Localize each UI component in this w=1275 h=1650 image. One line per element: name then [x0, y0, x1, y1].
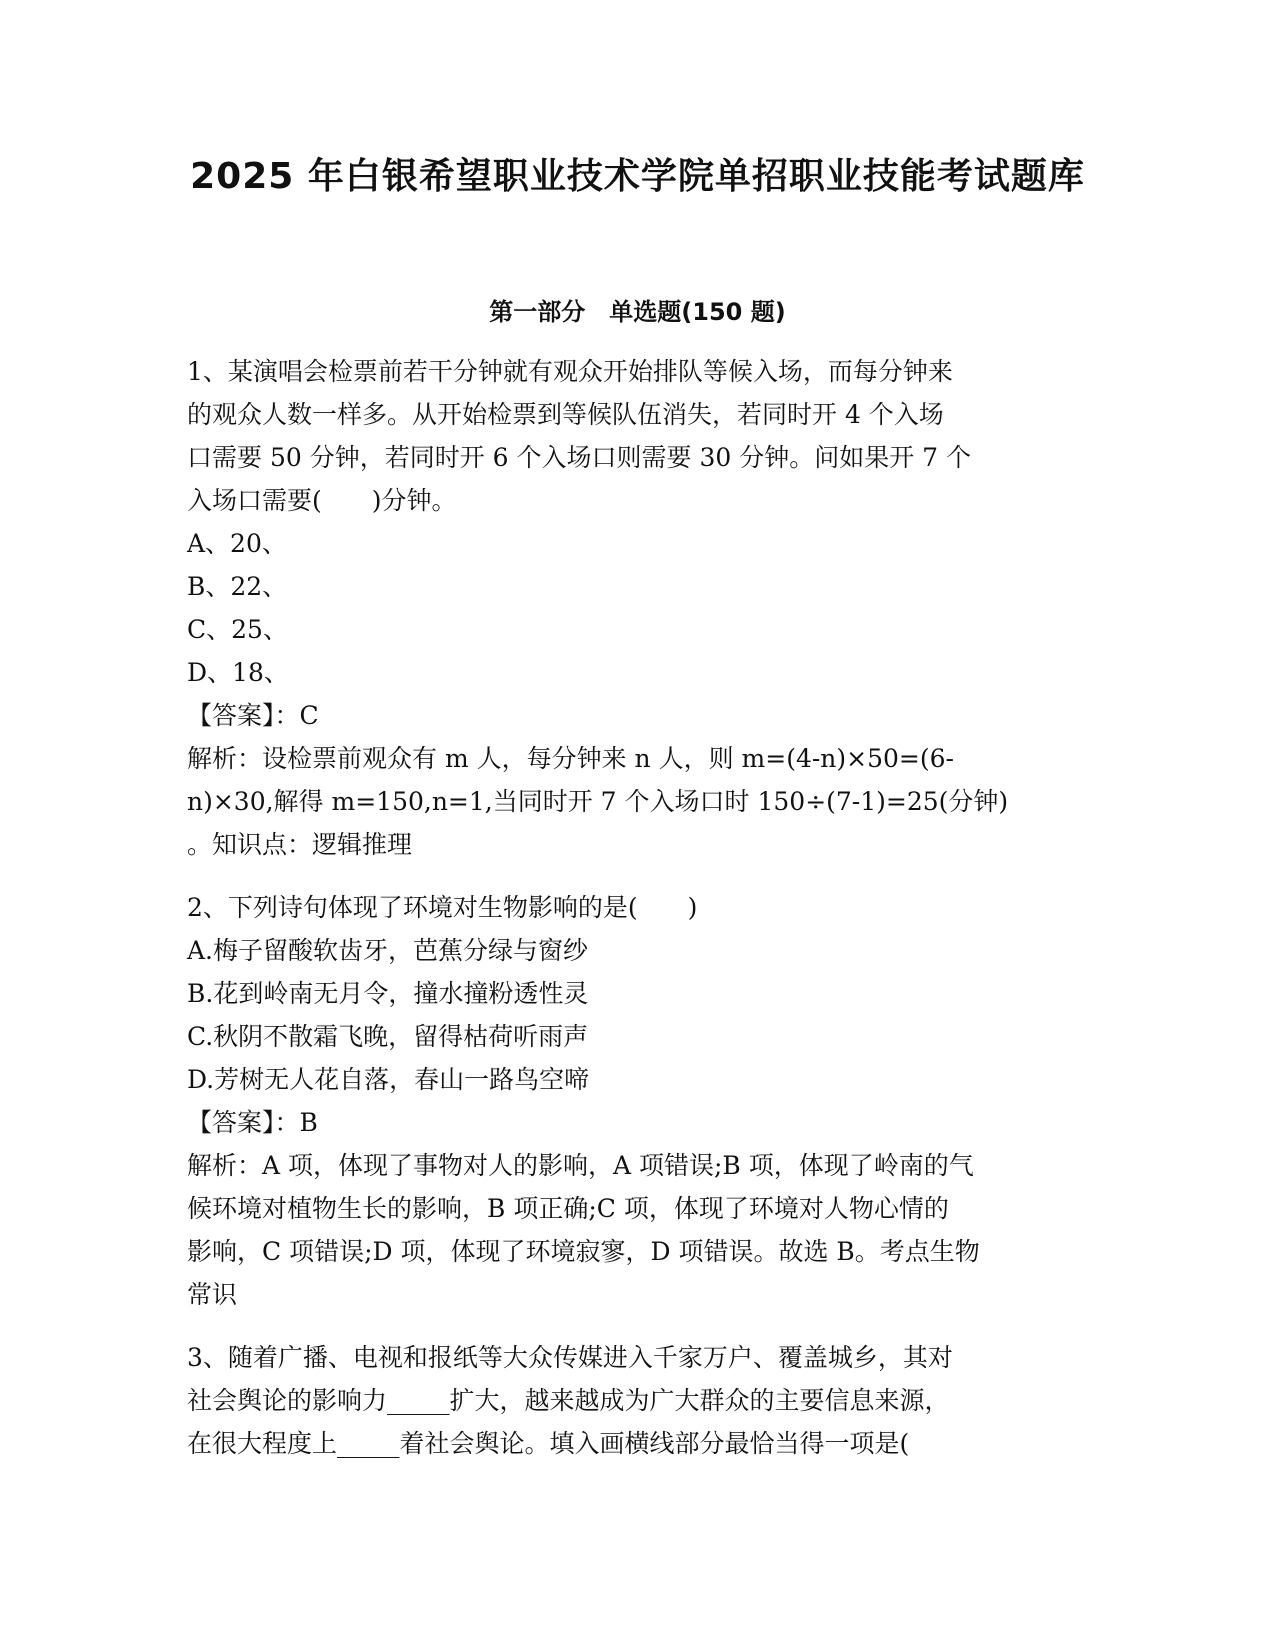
question-1-analysis-line: n)×30,解得 m=150,n=1,当同时开 7 个入场口时 150÷(7-1)=25(分钟): [187, 787, 1009, 816]
question-2-option-b: B.花到岭南无月令，撞水撞粉透性灵: [187, 979, 589, 1008]
question-2-option-a: A.梅子留酸软齿牙，芭蕉分绿与窗纱: [187, 936, 589, 965]
question-2-analysis-line: 影响，C 项错误;D 项，体现了环境寂寥，D 项错误。故选 B。考点生物: [187, 1237, 980, 1266]
question-2-analysis-line: 候环境对植物生长的影响，B 项正确;C 项，体现了环境对人物心情的: [187, 1194, 949, 1223]
question-1-answer: 【答案】：C: [187, 701, 319, 730]
question-spacer: [187, 866, 1087, 886]
question-list: [187, 350, 1087, 1465]
question-1-analysis-line: 解析：设检票前观众有 m 人，每分钟来 n 人，则 m=(4-n)×50=(6-: [187, 744, 954, 773]
question-3-stem-line: 在很大程度上_____着社会舆论。填入画横线部分最恰当得一项是(: [187, 1429, 910, 1458]
question-2-option-d: D.芳树无人花自落，春山一路鸟空啼: [187, 1065, 590, 1094]
question-2: [187, 886, 1087, 1316]
question-2-answer: 【答案】：B: [187, 1108, 318, 1137]
document-title: 2025 年白银希望职业技术学院单招职业技能考试题库: [190, 156, 1085, 197]
question-2-stem-line: 2、下列诗句体现了环境对生物影响的是( ): [187, 893, 698, 922]
question-3-stem-line: 社会舆论的影响力_____扩大，越来越成为广大群众的主要信息来源，: [187, 1386, 950, 1415]
question-3: [187, 1336, 1087, 1465]
question-1-stem-line: 入场口需要( )分钟。: [187, 486, 457, 515]
question-1-option-a: A、20、: [187, 529, 287, 558]
question-1-option-b: B、22、: [187, 572, 288, 601]
question-1-stem-line: 的观众人数一样多。从开始检票到等候队伍消失，若同时开 4 个入场: [187, 400, 944, 429]
question-2-option-c: C.秋阴不散霜飞晚，留得枯荷听雨声: [187, 1022, 589, 1051]
section-heading: 第一部分 单选题(150 题): [489, 298, 786, 326]
question-1-option-c: C、25、: [187, 615, 288, 644]
question-3-stem-line: 3、随着广播、电视和报纸等大众传媒进入千家万户、覆盖城乡，其对: [187, 1343, 953, 1372]
question-2-analysis-line: 常识: [187, 1280, 238, 1309]
question-2-analysis-line: 解析：A 项，体现了事物对人的影响，A 项错误;B 项，体现了岭南的气: [187, 1151, 974, 1180]
question-1-stem-line: 口需要 50 分钟，若同时开 6 个入场口则需要 30 分钟。问如果开 7 个: [187, 443, 972, 472]
question-spacer: [187, 1316, 1087, 1336]
question-1-option-d: D、18、: [187, 658, 289, 687]
question-1-stem-line: 1、某演唱会检票前若干分钟就有观众开始排队等候入场，而每分钟来: [187, 357, 953, 386]
question-1-analysis-line: 。知识点：逻辑推理: [187, 830, 413, 859]
question-1: [187, 350, 1087, 866]
